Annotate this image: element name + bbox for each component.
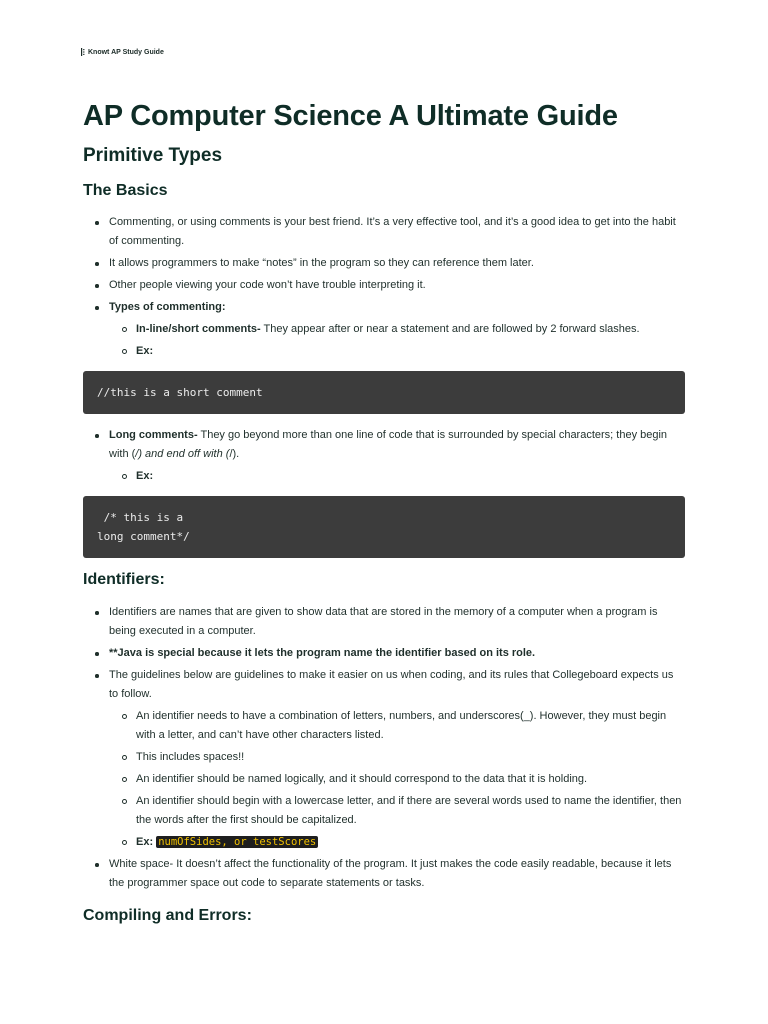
list-item-white-space: White space- It doesn’t affect the functionality of the program. It just makes the code easily readable, because it lets the programmer space out code to separate statements or tasks. [83, 855, 685, 893]
list-item: It allows programmers to make “notes” in the program so they can reference them later. [83, 254, 685, 273]
java-special-note: **Java is special because it lets the program name the identifier based on its role. [109, 647, 536, 659]
section-heading-primitive-types: Primitive Types [83, 145, 223, 166]
code-block-short-comment: //this is a short comment [83, 371, 685, 414]
code-block-long-comment: /* this is a long comment*/ [83, 496, 685, 558]
list-item: Identifiers are names that are given to show data that are stored in the memory of a computer when a program is being executed in a computer. [83, 603, 685, 641]
list-item-long-comments [83, 426, 685, 486]
list-item-ex [109, 833, 685, 852]
knowt-logo-icon [81, 48, 86, 56]
long-comments-list [83, 426, 685, 486]
ex-label: Ex: [136, 345, 154, 357]
brand-label: Knowt AP Study Guide [88, 48, 164, 56]
list-item: Commenting, or using comments is your best friend. It’s a very effective tool, and it’s a good idea to get into the habit of commenting. [83, 213, 685, 251]
ex-label: Ex: [136, 836, 154, 848]
list-item-ex [109, 342, 685, 361]
list-item-guidelines [83, 666, 685, 852]
inline-label: In-line/short comments- [136, 323, 261, 335]
types-label: Types of commenting: [109, 301, 226, 313]
list-item-ex [109, 467, 685, 486]
guidelines-text: The guidelines below are guidelines to make it easier on us when coding, and its rules that Collegeboard expects us to follow. [109, 669, 674, 700]
list-item: An identifier needs to have a combination of letters, numbers, and underscores(_). However, they must begin with a letter, and can’t have other characters listed. [109, 707, 685, 745]
long-text-2: /) and end off with ( [135, 448, 230, 460]
long-comments-sublist [109, 467, 685, 486]
long-label: Long comments- [109, 429, 198, 441]
list-item: This includes spaces!! [109, 748, 685, 767]
long-text-1: They go beyond more than one line of code that is surrounded by special characters; they begin with ( [109, 429, 668, 460]
identifiers-list [83, 603, 685, 893]
subheading-the-basics: The Basics [83, 182, 168, 199]
document-page [83, 96, 685, 928]
inline-code-highlight: numOfSides, or testScores [158, 836, 317, 848]
heading-identifiers: Identifiers: [83, 571, 165, 588]
ex-label: Ex: [136, 470, 154, 482]
identifier-rules-sublist [109, 707, 685, 852]
list-item-inline-comments [109, 320, 685, 339]
comment-types-sublist [109, 320, 685, 361]
list-item: An identifier should begin with a lowercase letter, and if there are several words used to name the identifier, then the words after the first should be capitalized. [109, 792, 685, 830]
brand-header [81, 48, 164, 56]
page-title: AP Computer Science A Ultimate Guide [83, 100, 618, 132]
long-text-3: /). [229, 448, 240, 460]
basics-list [83, 213, 685, 361]
list-item-types-of-commenting [83, 298, 685, 361]
inline-text: They appear after or near a statement and are followed by 2 forward slashes. [260, 323, 640, 335]
heading-compiling-and-errors: Compiling and Errors: [83, 907, 252, 924]
list-item: An identifier should be named logically, and it should correspond to the data that it is holding. [109, 770, 685, 789]
list-item: Other people viewing your code won’t have trouble interpreting it. [83, 276, 685, 295]
list-item [83, 644, 685, 663]
